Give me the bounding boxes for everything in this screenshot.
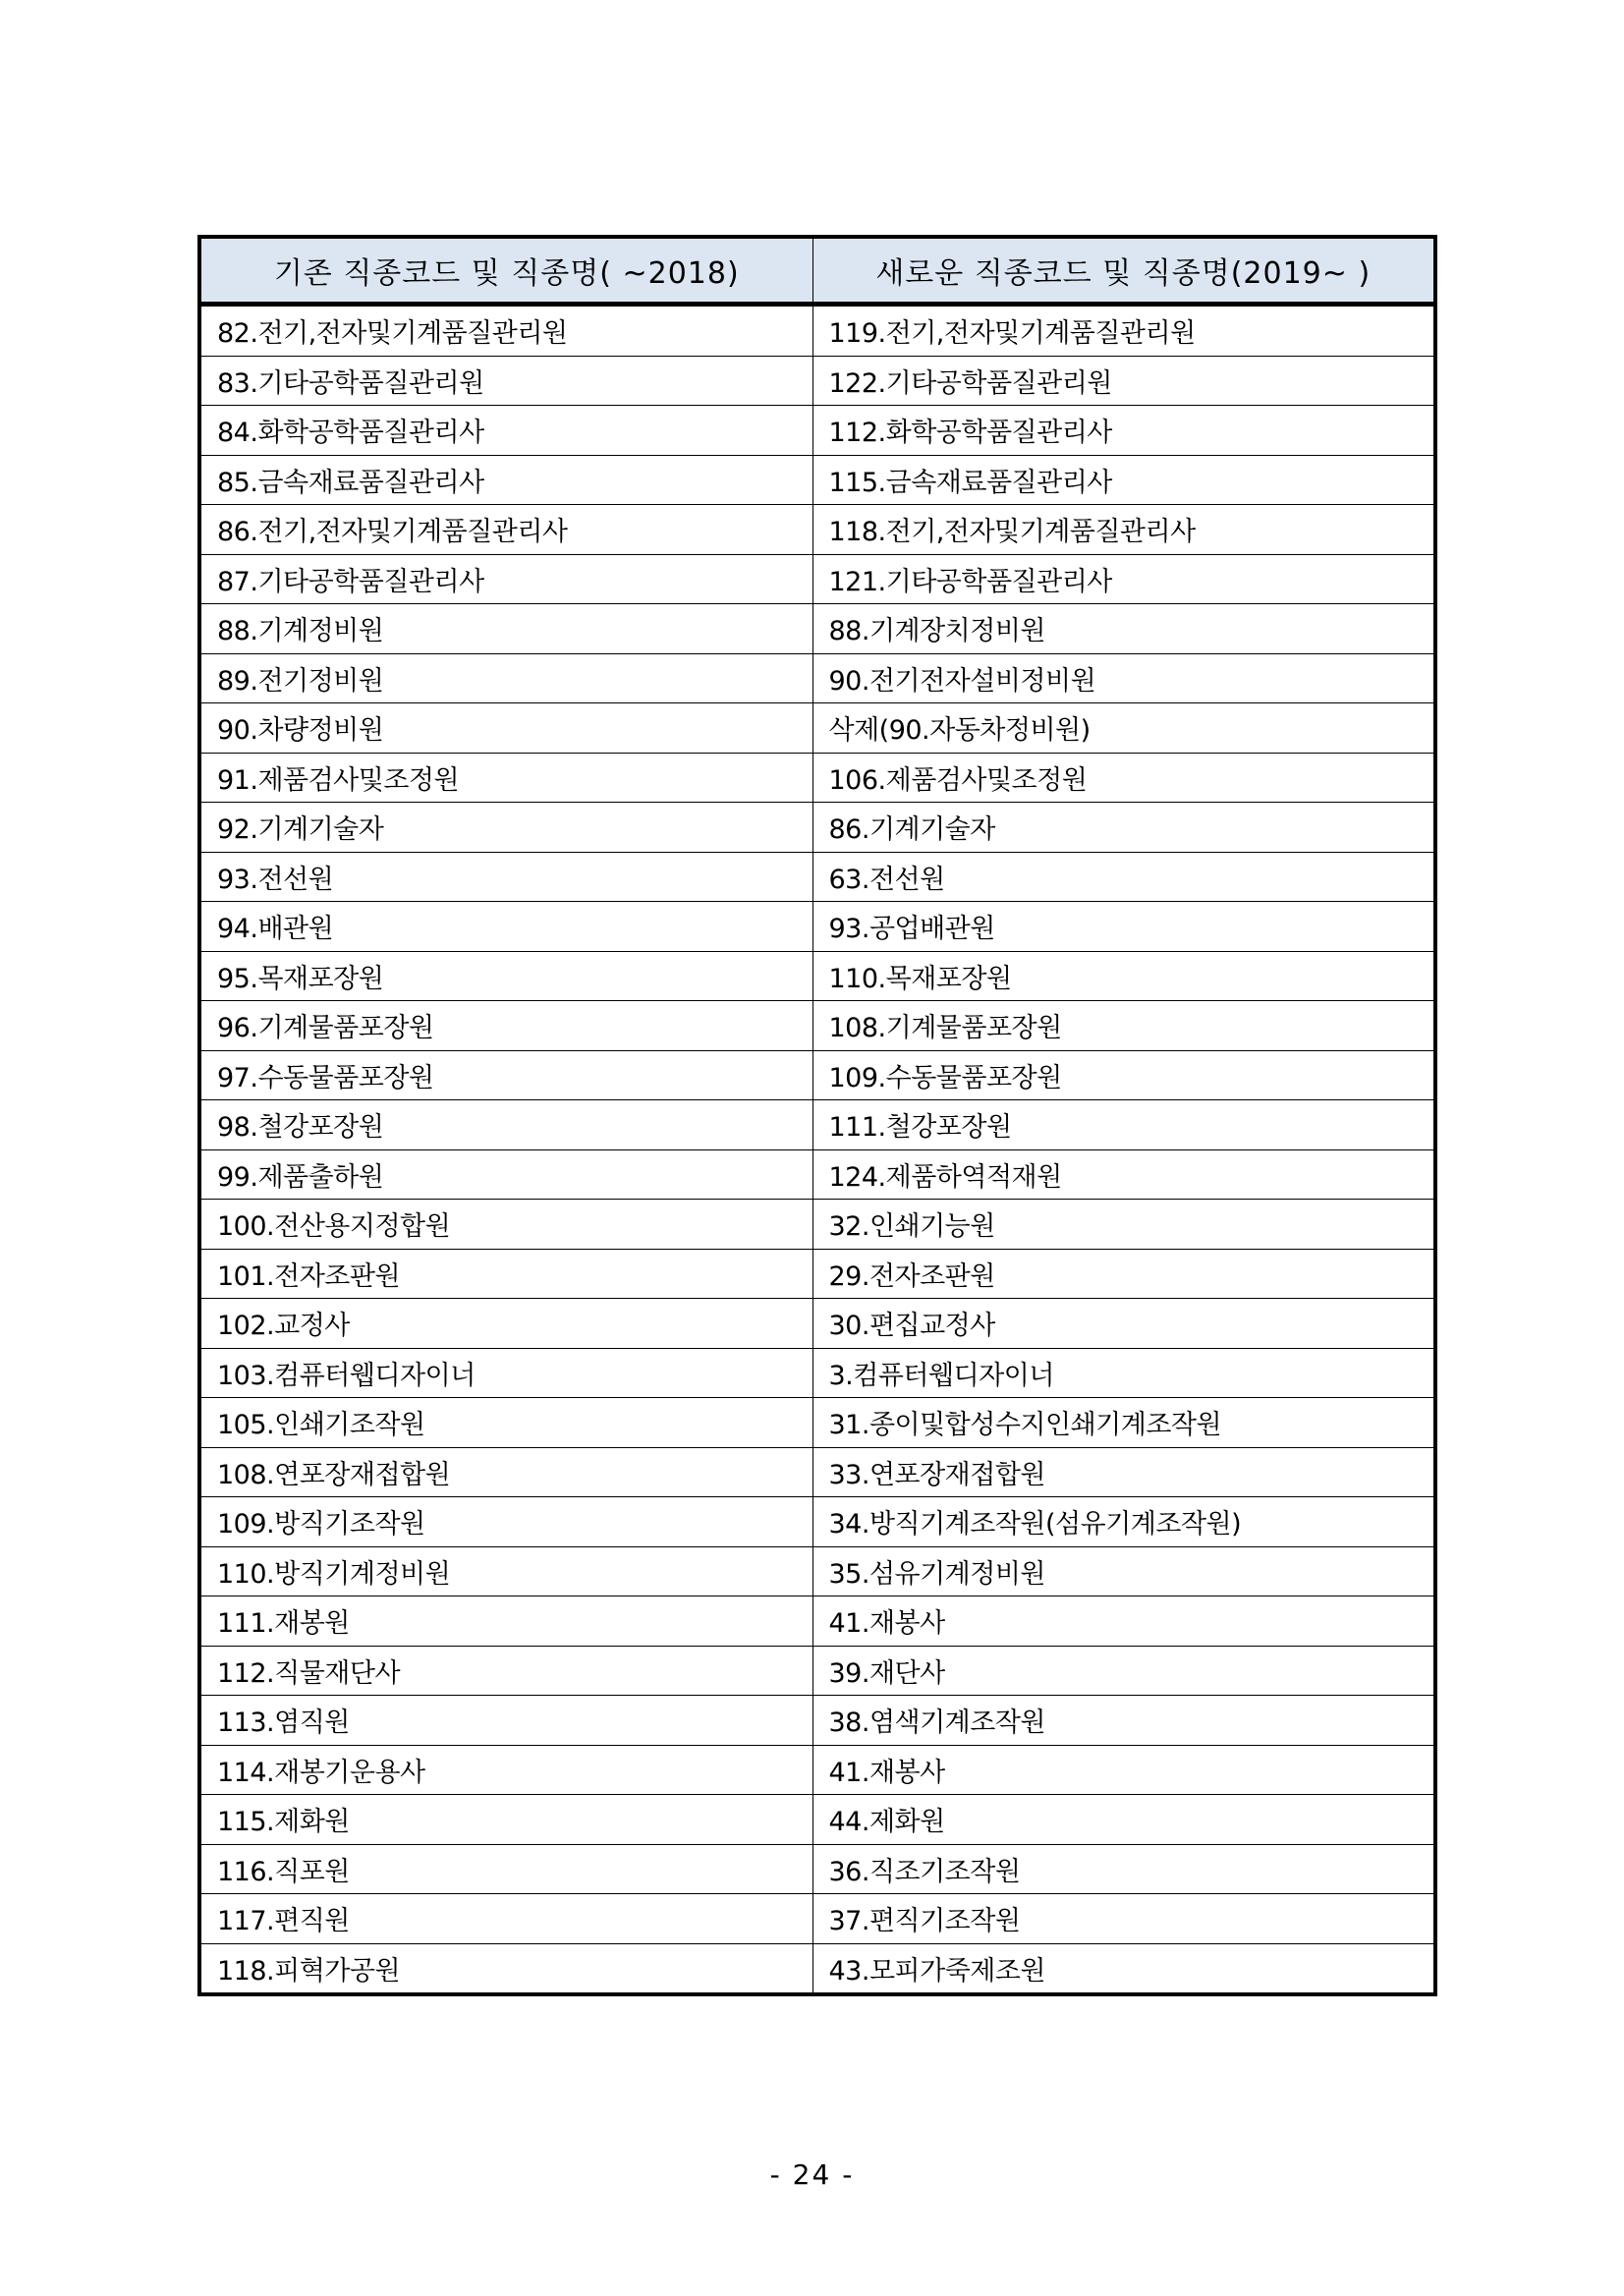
cell-new-job: 110.목재포장원 [812, 951, 1435, 1001]
table-row [199, 703, 1435, 754]
table-row [199, 1348, 1435, 1398]
cell-old-job: 114.재봉기운용사 [199, 1745, 812, 1795]
cell-new-job: 3.컴퓨터웹디자이너 [812, 1348, 1435, 1398]
table-row [199, 305, 1435, 357]
table-row [199, 1299, 1435, 1349]
cell-new-job: 108.기계물품포장원 [812, 1001, 1435, 1051]
table-row [199, 1050, 1435, 1100]
cell-new-job: 109.수동물품포장원 [812, 1050, 1435, 1100]
table-row [199, 1795, 1435, 1845]
job-code-mapping-table [197, 235, 1437, 1996]
table-row [199, 1001, 1435, 1051]
cell-old-job: 94.배관원 [199, 902, 812, 952]
table-row [199, 406, 1435, 456]
table-row [199, 356, 1435, 406]
cell-old-job: 110.방직기계정비원 [199, 1546, 812, 1596]
table-row [199, 1546, 1435, 1596]
table-row [199, 1943, 1435, 1994]
cell-old-job: 99.제품출하원 [199, 1149, 812, 1200]
cell-new-job: 35.섬유기계정비원 [812, 1546, 1435, 1596]
cell-old-job: 90.차량정비원 [199, 703, 812, 754]
header-old-job-code: 기존 직종코드 및 직종명( ~2018) [199, 237, 812, 305]
cell-new-job: 41.재봉사 [812, 1745, 1435, 1795]
cell-new-job: 33.연포장재접합원 [812, 1447, 1435, 1497]
cell-old-job: 112.직물재단사 [199, 1646, 812, 1696]
table-row [199, 1646, 1435, 1696]
cell-old-job: 101.전자조판원 [199, 1249, 812, 1299]
cell-new-job: 36.직조기조작원 [812, 1844, 1435, 1894]
table-row [199, 1249, 1435, 1299]
table-row [199, 1894, 1435, 1944]
cell-old-job: 100.전산용지정합원 [199, 1200, 812, 1250]
table-row [199, 803, 1435, 853]
table-row [199, 753, 1435, 803]
cell-new-job: 112.화학공학품질관리사 [812, 406, 1435, 456]
cell-old-job: 92.기계기술자 [199, 803, 812, 853]
cell-new-job: 41.재봉사 [812, 1596, 1435, 1647]
cell-old-job: 108.연포장재접합원 [199, 1447, 812, 1497]
cell-new-job: 삭제(90.자동차정비원) [812, 703, 1435, 754]
cell-old-job: 88.기계정비원 [199, 604, 812, 654]
cell-old-job: 86.전기,전자및기계품질관리사 [199, 505, 812, 555]
cell-old-job: 83.기타공학품질관리원 [199, 356, 812, 406]
cell-new-job: 29.전자조판원 [812, 1249, 1435, 1299]
cell-new-job: 93.공업배관원 [812, 902, 1435, 952]
cell-new-job: 38.염색기계조작원 [812, 1696, 1435, 1746]
cell-old-job: 116.직포원 [199, 1844, 812, 1894]
cell-old-job: 103.컴퓨터웹디자이너 [199, 1348, 812, 1398]
cell-old-job: 105.인쇄기조작원 [199, 1398, 812, 1448]
cell-new-job: 30.편집교정사 [812, 1299, 1435, 1349]
cell-new-job: 90.전기전자설비정비원 [812, 653, 1435, 703]
table-row [199, 505, 1435, 555]
table-row [199, 653, 1435, 703]
cell-old-job: 111.재봉원 [199, 1596, 812, 1647]
cell-old-job: 96.기계물품포장원 [199, 1001, 812, 1051]
cell-old-job: 93.전선원 [199, 852, 812, 902]
cell-old-job: 84.화학공학품질관리사 [199, 406, 812, 456]
cell-new-job: 63.전선원 [812, 852, 1435, 902]
cell-new-job: 31.종이및합성수지인쇄기계조작원 [812, 1398, 1435, 1448]
cell-new-job: 43.모피가죽제조원 [812, 1943, 1435, 1994]
cell-old-job: 109.방직기조작원 [199, 1497, 812, 1547]
cell-new-job: 115.금속재료품질관리사 [812, 455, 1435, 505]
cell-old-job: 102.교정사 [199, 1299, 812, 1349]
header-new-job-code: 새로운 직종코드 및 직종명(2019~ ) [812, 237, 1435, 305]
table-row [199, 1696, 1435, 1746]
cell-new-job: 111.철강포장원 [812, 1100, 1435, 1150]
cell-new-job: 37.편직기조작원 [812, 1894, 1435, 1944]
cell-new-job: 124.제품하역적재원 [812, 1149, 1435, 1200]
table-row [199, 1844, 1435, 1894]
table-row [199, 1149, 1435, 1200]
cell-old-job: 91.제품검사및조정원 [199, 753, 812, 803]
page-number: - 24 - [769, 2158, 855, 2191]
cell-new-job: 86.기계기술자 [812, 803, 1435, 853]
table-row [199, 1398, 1435, 1448]
cell-new-job: 39.재단사 [812, 1646, 1435, 1696]
cell-new-job: 106.제품검사및조정원 [812, 753, 1435, 803]
table-row [199, 1497, 1435, 1547]
cell-old-job: 95.목재포장원 [199, 951, 812, 1001]
cell-old-job: 97.수동물품포장원 [199, 1050, 812, 1100]
table-row [199, 455, 1435, 505]
cell-new-job: 34.방직기계조작원(섬유기계조작원) [812, 1497, 1435, 1547]
table-row [199, 1100, 1435, 1150]
cell-new-job: 44.제화원 [812, 1795, 1435, 1845]
cell-new-job: 32.인쇄기능원 [812, 1200, 1435, 1250]
cell-old-job: 85.금속재료품질관리사 [199, 455, 812, 505]
table-row [199, 1447, 1435, 1497]
table-header-row [199, 237, 1435, 305]
cell-old-job: 98.철강포장원 [199, 1100, 812, 1150]
table-row [199, 902, 1435, 952]
cell-old-job: 82.전기,전자및기계품질관리원 [199, 305, 812, 357]
table-row [199, 604, 1435, 654]
table-row [199, 951, 1435, 1001]
table-body [199, 305, 1435, 1995]
table-row [199, 852, 1435, 902]
cell-new-job: 122.기타공학품질관리원 [812, 356, 1435, 406]
table-row [199, 1745, 1435, 1795]
cell-new-job: 88.기계장치정비원 [812, 604, 1435, 654]
cell-old-job: 117.편직원 [199, 1894, 812, 1944]
cell-old-job: 115.제화원 [199, 1795, 812, 1845]
table-row [199, 554, 1435, 604]
cell-old-job: 118.피혁가공원 [199, 1943, 812, 1994]
cell-new-job: 118.전기,전자및기계품질관리사 [812, 505, 1435, 555]
cell-old-job: 87.기타공학품질관리사 [199, 554, 812, 604]
cell-new-job: 119.전기,전자및기계품질관리원 [828, 318, 1196, 350]
table-row [199, 1200, 1435, 1250]
cell-old-job: 113.염직원 [199, 1696, 812, 1746]
table-row [199, 1596, 1435, 1647]
cell-old-job: 89.전기정비원 [199, 653, 812, 703]
cell-new-job: 121.기타공학품질관리사 [812, 554, 1435, 604]
